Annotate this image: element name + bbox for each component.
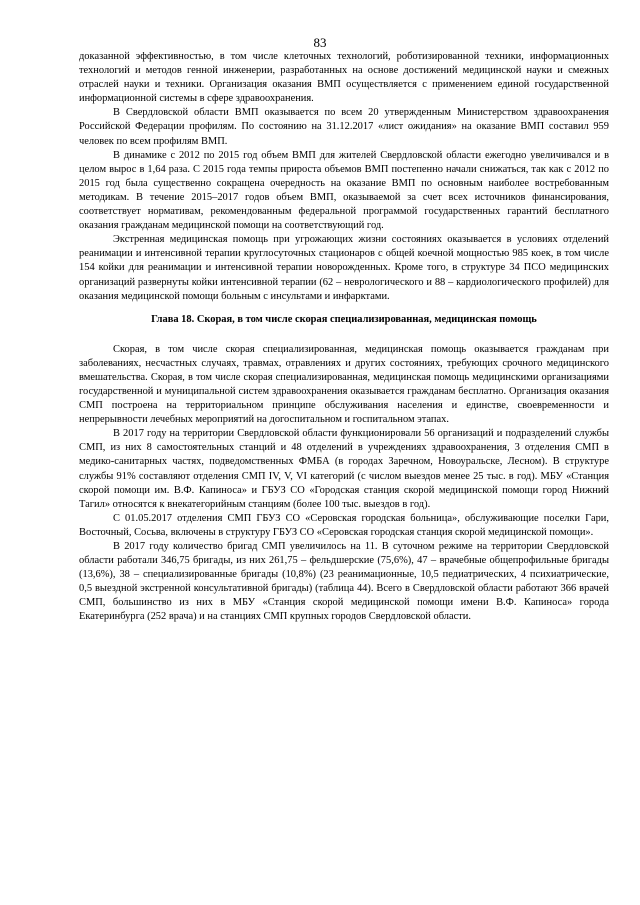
paragraph: Скорая, в том числе скорая специализированная, медицинская помощь оказывается гражданам при заболеваниях, несчастных случаях, травмах, отравлениях и других состояниях, требующих срочного медицинского вмешательства. Скорая, в том числе скорая специализированная, медицинская помощь медицинскими организациями государственной и муниципальной систем здравоохранения оказывается гражданам бесплатно. Организация оказания СМП построена на территориальном принципе обслуживания населения и единстве, своевременности и непрерывности лечебных мероприятий на догоспитальном и госпитальном этапах. — [79, 343, 609, 426]
page-content — [79, 50, 609, 625]
paragraph: С 01.05.2017 отделения СМП ГБУЗ СО «Серовская городская больница», обслуживающие поселки Гари, Восточный, Сосьва, включены в структуру ГБУЗ СО «Серовская городская станция скорой медицинской помощи». — [79, 512, 609, 538]
paragraph: Экстренная медицинская помощь при угрожающих жизни состояниях оказывается в условиях отделений реанимации и интенсивной терапии круглосуточных стационаров с общей коечной мощностью 985 коек, в том числе 154 койки для реанимации и интенсивной терапии новорожденных. Кроме того, в структуре 34 ПСО медицинских организаций развернуты койки интенсивной терапии (62 – неврологического и 88 – кардиологического профилей) для оказания медицинской помощи больным с инсультами и инфарктами. — [79, 234, 609, 302]
paragraph: В динамике с 2012 по 2015 год объем ВМП для жителей Свердловской области ежегодно увеличивался и в целом вырос в 1,64 раза. С 2015 года темпы прироста объемов ВМП постепенно начали снижаться, так как с 2012 по 2015 год была существенно сокращена очередность на оказание ВМП по основным наиболее востребованным методикам. В течение 2015–2017 годов объем ВМП, оказываемой за счет всех источников финансирования, соответствует нормативам, рекомендованным федеральной программой государственных гарантий бесплатного оказания гражданам медицинской помощи на соответствующий год. — [79, 149, 609, 232]
paragraph-continuation: доказанной эффективностью, в том числе клеточных технологий, роботизированной техники, информационных технологий и методов генной инженерии, разработанных на основе достижений медицинской науки и смежных отраслей науки и техники. Организация оказания ВМП осуществляется с применением единой государственной информационной системы в сфере здравоохранения. — [79, 51, 609, 105]
paragraph: В Свердловской области ВМП оказывается по всем 20 утвержденным Министерством здравоохранения Российской Федерации профилям. По состоянию на 31.12.2017 «лист ожидания» на оказание ВМП составил 959 человек по всем профилям ВМП. — [79, 107, 609, 147]
chapter-heading: Глава 18. Скорая, в том числе скорая специализированная, медицинская помощь — [151, 313, 537, 325]
page-number: 83 — [313, 35, 327, 50]
paragraph: В 2017 году количество бригад СМП увеличилось на 11. В суточном режиме на территории Свердловской области работали 346,75 бригады, из них 261,75 – фельдшерские (75,6%), 47 – врачебные общепрофильные бригады (13,6%), 38 – специализированные бригады (10,8%) (23 реанимационные, 10,5 педиатрических, 4 психиатрические, 0,5 выездной экстренной консультативной бригады) (таблица 44). Всего в Свердловской области работают 366 врачей СМП, большинство из них в МБУ «Станция скорой медицинской помощи имени В.Ф. Капиноса» города Екатеринбурга (252 врача) и на станциях СМП крупных городов Свердловской области. — [79, 541, 609, 623]
paragraph: В 2017 году на территории Свердловской области функционировали 56 организаций и подразделений службы СМП, из них 8 самостоятельных станций и 48 отделений в учреждениях здравоохранения, 3 отделения СМП в медико-санитарных частях, подведомственных ФМБА (в городах Заречном, Новоуральске, Лесном). В структуре службы 91% составляют отделения СМП IV, V, VI категорий (с числом выездов менее 25 тыс. в год). МБУ «Станция скорой помощи им. В.Ф. Капиноса» и ГБУЗ СО «Городская станция скорой медицинской помощи город Нижний Тагил» относятся к внекатегорийным станциям (более 100 тыс. выездов в год). — [79, 428, 609, 510]
